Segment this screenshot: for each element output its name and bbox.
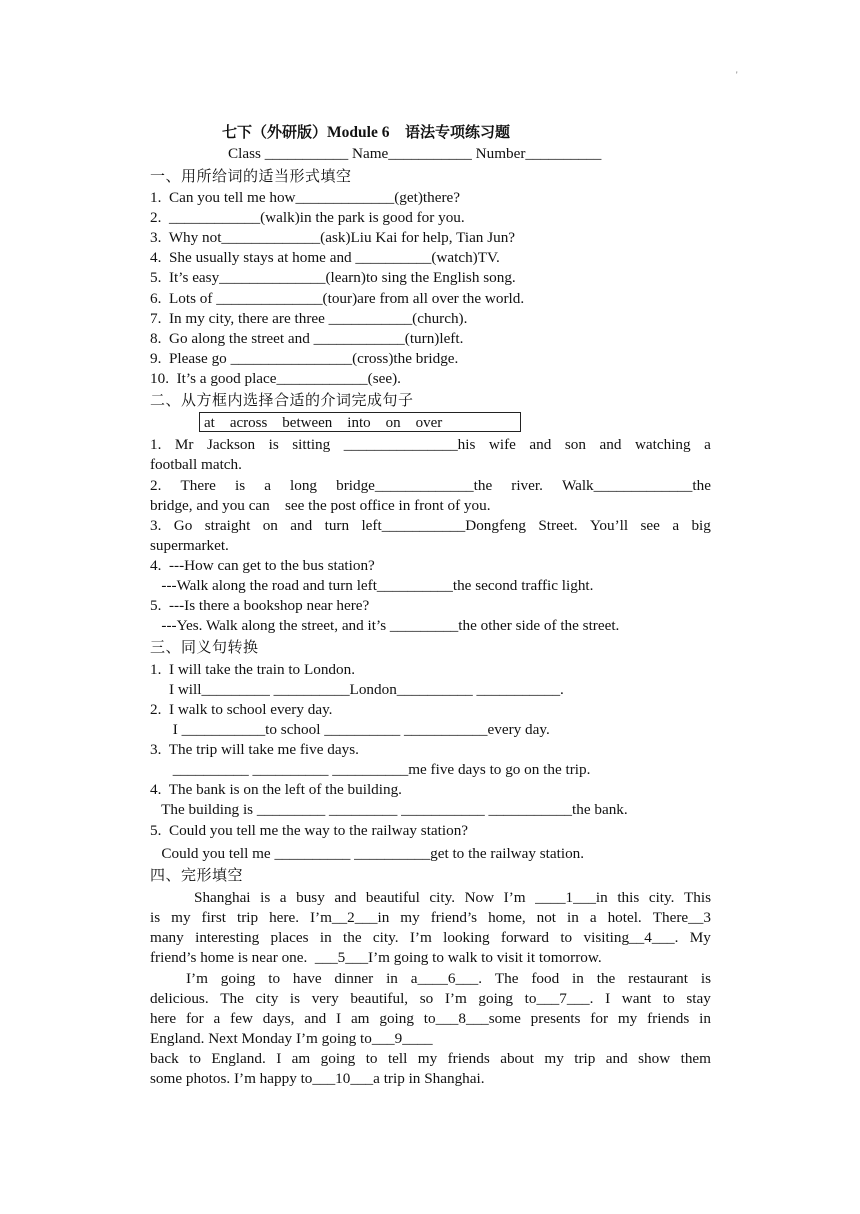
word: my xyxy=(400,909,420,926)
word: long xyxy=(290,477,318,494)
word: presents xyxy=(530,1010,581,1027)
word: many xyxy=(150,929,184,946)
word: I xyxy=(605,990,611,1007)
word: son xyxy=(564,436,586,453)
section3-line: __________ __________ __________me five days to go on the trip. xyxy=(150,761,591,778)
word: very xyxy=(311,990,339,1007)
cloze-p2-line6: some photos. I’m happy to___10___a trip in Shanghai. xyxy=(150,1070,485,1087)
word: turn xyxy=(324,517,350,534)
word: to xyxy=(268,970,281,987)
s2-q2-line1 xyxy=(150,476,711,496)
word: England. xyxy=(211,1050,266,1067)
word: see xyxy=(640,517,660,534)
word: Jackson xyxy=(206,436,256,453)
word: tell xyxy=(387,1050,408,1067)
cloze-p2-line1 xyxy=(186,969,711,989)
word: The xyxy=(494,970,519,987)
s2-q5-line1: 5. ---Is there a bookshop near here? xyxy=(150,597,370,614)
word: This xyxy=(683,889,711,906)
word: places xyxy=(270,929,309,946)
word: ____1___in xyxy=(535,889,608,906)
word: 3. xyxy=(150,517,162,534)
section1-item: 7. In my city, there are three ___________(church). xyxy=(150,309,468,327)
word: in xyxy=(572,970,584,987)
word: I’m xyxy=(444,990,467,1007)
word: river. xyxy=(511,477,543,494)
word: There xyxy=(180,477,216,494)
word-box: at across between into on over xyxy=(199,412,521,432)
word: have xyxy=(292,970,322,987)
word: so xyxy=(419,990,434,1007)
word: Mr xyxy=(174,436,194,453)
word: big xyxy=(691,517,711,534)
word: on xyxy=(262,517,278,534)
word: is xyxy=(289,990,301,1007)
word: Shanghai xyxy=(194,889,251,906)
word: and xyxy=(605,1050,628,1067)
s2-q3-line2: supermarket. xyxy=(150,537,229,554)
word: a xyxy=(704,436,711,453)
word: My xyxy=(689,929,711,946)
word: is xyxy=(150,909,161,926)
word: not xyxy=(536,909,557,926)
s2-q3-line1 xyxy=(150,516,711,536)
word: friend’s xyxy=(430,909,478,926)
word: sitting xyxy=(292,436,331,453)
word: friends xyxy=(447,1050,490,1067)
word: am xyxy=(350,1010,370,1027)
word: Walk_____________the xyxy=(561,477,711,494)
cloze-p1-line4: friend’s home is near one. ___5___I’m going to walk to visit it tomorrow. xyxy=(150,949,602,966)
word: _______________his xyxy=(343,436,476,453)
word: trip xyxy=(236,909,259,926)
word: to xyxy=(560,929,573,946)
word: and xyxy=(529,436,552,453)
word: busy xyxy=(296,889,325,906)
cloze-p2-line4: England. Next Monday I’m going to___9____ xyxy=(150,1030,433,1047)
word: friends xyxy=(647,1010,690,1027)
word: in xyxy=(319,929,332,946)
word: a xyxy=(213,1010,221,1027)
cloze-p1-line1 xyxy=(194,888,711,908)
word: my xyxy=(417,1050,438,1067)
word: them xyxy=(680,1050,711,1067)
word: I’m__2___in xyxy=(309,909,390,926)
word: city. xyxy=(648,889,675,906)
section1-item: 10. It’s a good place____________(see). xyxy=(150,369,401,387)
word: in xyxy=(699,1010,711,1027)
word: beautiful xyxy=(365,889,420,906)
word: going xyxy=(379,1010,414,1027)
word: the xyxy=(596,970,616,987)
section1-item: 1. Can you tell me how_____________(get)there? xyxy=(150,189,461,206)
word: about xyxy=(500,1050,534,1067)
word: here. xyxy=(269,909,299,926)
s2-q4-line1: 4. ---How can get to the bus station? xyxy=(150,557,375,574)
section3-line: 4. The bank is on the left of the building. xyxy=(150,781,402,798)
word: I xyxy=(276,1050,282,1067)
cloze-p2-line5 xyxy=(150,1049,711,1069)
word: my xyxy=(544,1050,564,1067)
word: to xyxy=(189,1050,201,1067)
cloze-p2-line3 xyxy=(150,1009,711,1029)
word: watching xyxy=(634,436,691,453)
word: hotel. xyxy=(607,909,642,926)
word: show xyxy=(638,1050,671,1067)
title-suffix: 语法专项练习题 xyxy=(404,123,510,141)
section2-heading: 二、从方框内选择合适的介词完成句子 xyxy=(150,391,414,409)
word: food xyxy=(531,970,560,987)
word: I xyxy=(336,1010,342,1027)
s2-q1-line2: football match. xyxy=(150,456,242,473)
section3-line: 2. I walk to school every day. xyxy=(150,701,333,718)
word: straight xyxy=(204,517,251,534)
word: want xyxy=(621,990,652,1007)
word: city. xyxy=(429,889,456,906)
word: and xyxy=(334,889,357,906)
section1-heading: 一、用所给词的适当形式填空 xyxy=(150,167,352,185)
word: to___8___some xyxy=(423,1010,521,1027)
word: going xyxy=(320,1050,356,1067)
section1-item: 3. Why not_____________(ask)Liu Kai for help, Tian Jun? xyxy=(150,229,516,247)
word: to___7___. xyxy=(524,990,594,1007)
word: beautiful, xyxy=(350,990,409,1007)
section3-line: 1. I will take the train to London. xyxy=(150,661,355,678)
word: forward xyxy=(500,929,549,946)
word: my xyxy=(617,1010,638,1027)
word: looking xyxy=(443,929,490,946)
word: to xyxy=(365,1050,378,1067)
word: is xyxy=(268,436,279,453)
word: is xyxy=(700,970,711,987)
word: am xyxy=(291,1050,311,1067)
word: bridge_____________the xyxy=(336,477,493,494)
s2-q1-line1 xyxy=(150,435,711,455)
word: stay xyxy=(686,990,711,1007)
word: and xyxy=(290,517,313,534)
word: city xyxy=(255,990,279,1007)
word: I’m xyxy=(409,929,432,946)
section1-item: 9. Please go ________________(cross)the bridge. xyxy=(150,349,459,367)
page-title xyxy=(222,121,510,142)
cloze-p2-line2 xyxy=(150,989,711,1009)
word: and xyxy=(599,436,622,453)
section3-heading: 三、同义句转换 xyxy=(150,638,259,656)
word: city. xyxy=(372,929,399,946)
corner-mark: ' xyxy=(736,70,738,80)
section3-line: The building is _________ _________ ___________ ___________the bank. xyxy=(150,801,628,818)
word: home, xyxy=(488,909,526,926)
header-fields: Class ___________ Name___________ Number__________ xyxy=(228,145,602,162)
word: left___________Dongfeng xyxy=(361,517,526,534)
word: the xyxy=(343,929,362,946)
word: a xyxy=(264,477,271,494)
word: my xyxy=(171,909,191,926)
word: for xyxy=(590,1010,609,1027)
word: Street. xyxy=(538,517,578,534)
section3-line: Could you tell me __________ __________get to the railway station. xyxy=(150,845,585,862)
word: There__3 xyxy=(652,909,711,926)
word: back xyxy=(150,1050,179,1067)
word: a xyxy=(589,909,597,926)
title-module: Module 6 xyxy=(327,124,390,141)
s2-q4-line2: ---Walk along the road and turn left__________the second traffic light. xyxy=(150,577,594,594)
word: dinner xyxy=(334,970,374,987)
word: a xyxy=(279,889,287,906)
section3-line: 5. Could you tell me the way to the railway station? xyxy=(150,822,469,839)
word: days, xyxy=(262,1010,295,1027)
word: this xyxy=(617,889,640,906)
section1-item: 5. It’s easy______________(learn)to sing the English song. xyxy=(150,269,516,287)
word: 2. xyxy=(150,477,162,494)
word: Go xyxy=(173,517,193,534)
section1-item: 2. ____________(walk)in the park is good for you. xyxy=(150,209,465,227)
word: first xyxy=(201,909,226,926)
section3-line: 3. The trip will take me five days. xyxy=(150,741,359,758)
word: interesting xyxy=(195,929,260,946)
word: restaurant xyxy=(628,970,688,987)
word: trip xyxy=(574,1050,596,1067)
word: I’m xyxy=(186,970,208,987)
word: and xyxy=(304,1010,327,1027)
word: going xyxy=(220,970,256,987)
section1-item: 6. Lots of ______________(tour)are from all over the world. xyxy=(150,289,525,307)
word: Now xyxy=(464,889,495,906)
word: You’ll xyxy=(589,517,629,534)
word: to xyxy=(662,990,675,1007)
section1-item: 4. She usually stays at home and __________(watch)TV. xyxy=(150,249,500,267)
word: for xyxy=(185,1010,204,1027)
word: is xyxy=(234,477,246,494)
title-prefix: 七下（外研版） xyxy=(222,123,328,141)
word: in xyxy=(567,909,579,926)
s2-q2-line2: bridge, and you can see the post office in front of you. xyxy=(150,497,491,514)
section1-item: 8. Go along the street and ____________(turn)left. xyxy=(150,329,464,347)
word: here xyxy=(150,1010,177,1027)
cloze-p1-line2 xyxy=(150,908,711,928)
section3-line: I will_________ __________London__________ ___________. xyxy=(150,681,564,698)
word: I’m xyxy=(503,889,526,906)
word: The xyxy=(220,990,244,1007)
section3-line: I ___________to school __________ ___________every day. xyxy=(150,721,550,738)
word: is xyxy=(260,889,271,906)
word: few xyxy=(230,1010,253,1027)
word: 1. xyxy=(150,436,162,453)
s2-q5-line2: ---Yes. Walk along the street, and it’s _________the other side of the street. xyxy=(150,617,620,634)
word: delicious. xyxy=(150,990,209,1007)
word: a____6___. xyxy=(410,970,483,987)
word: visiting__4___. xyxy=(583,929,679,946)
word: a xyxy=(672,517,680,534)
cloze-p1-line3 xyxy=(150,928,711,948)
word: going xyxy=(478,990,514,1007)
word: in xyxy=(386,970,398,987)
section4-heading: 四、完形填空 xyxy=(150,866,244,884)
word: wife xyxy=(488,436,516,453)
